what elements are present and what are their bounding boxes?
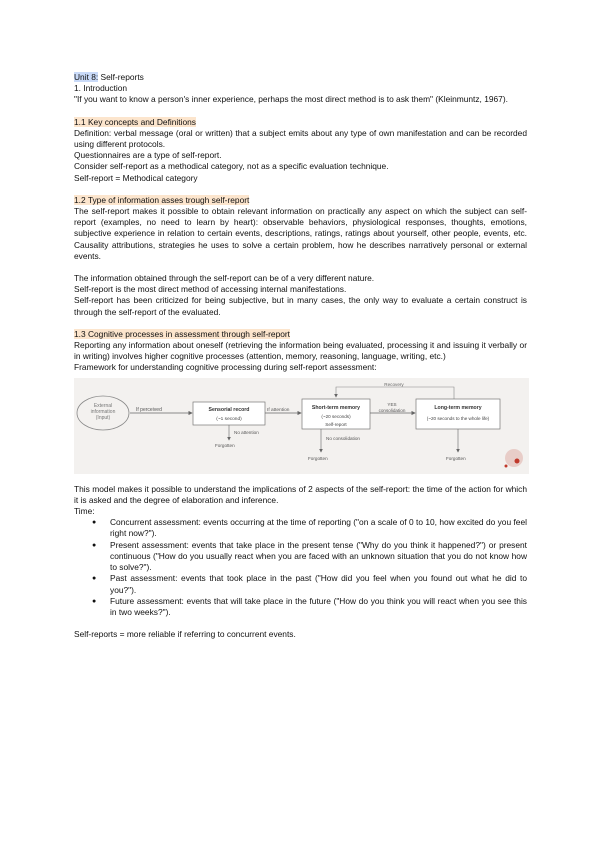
if-perceived-label: If perceived bbox=[136, 406, 162, 413]
cognitive-paragraph: Reporting any information about oneself (retrieving the information being evaluated, processing it and issuing it verbally or in writing) involves higher cognitive processes (attention, memory, reasoning, language, writing, etc.) bbox=[74, 340, 527, 362]
section-1-1-heading: 1.1 Key concepts and Definitions bbox=[74, 116, 196, 127]
memory-model-diagram bbox=[74, 378, 529, 474]
section-1-2 bbox=[74, 195, 527, 318]
section-1-2-heading: 1.2 Type of information asses trough self-report bbox=[74, 194, 250, 205]
conclusion-line: Self-reports = more reliable if referring to concurrent events. bbox=[74, 629, 296, 640]
intro-quote: "If you want to know a person's inner experience, perhaps the most direct method is to ask them" (Kleinmuntz, 1967). bbox=[74, 94, 508, 105]
bullet-concurrent: ● Concurrent assessment: events occurring at the time of reporting ("on a scale of 0 to 10, how excited do you feel right now?"). bbox=[96, 517, 527, 539]
decor-dot-red-small bbox=[505, 464, 508, 467]
forgotten-3-label: Forgotten bbox=[446, 455, 466, 461]
long-term-memory-box bbox=[416, 399, 500, 429]
unit-title bbox=[74, 72, 527, 83]
ltm-title: Long-term memory bbox=[434, 404, 482, 411]
intro-heading: 1. Introduction bbox=[74, 83, 128, 94]
questionnaires-line: Questionnaires are a type of self-report. bbox=[74, 150, 222, 161]
model-section bbox=[74, 484, 527, 641]
recovery-label: Recovery bbox=[384, 381, 404, 387]
decor-dot bbox=[505, 449, 523, 467]
section-1-1 bbox=[74, 117, 527, 184]
bullet-future: ● Future assessment: events that will take place in the future ("How do you think you will react when you see this in two weeks?"). bbox=[96, 596, 527, 618]
no-attention-label: No attention bbox=[234, 429, 259, 435]
framework-line: Framework for understanding cognitive processing during self-report assessment: bbox=[74, 362, 377, 373]
no-consolidation-label: No consolidation bbox=[326, 435, 360, 441]
yes-label: YES bbox=[387, 401, 397, 407]
criticized-paragraph: Self-report has been criticized for being subjective, but in many cases, the only way to evaluate a certain construct is through the self-report of the evaluated. bbox=[74, 295, 527, 317]
definition-paragraph: Definition: verbal message (oral or written) that a subject emits about any type of own manifestation and can be recorded using different protocols. bbox=[74, 127, 527, 150]
ltm-sub: (~20 seconds to the whole life) bbox=[426, 415, 490, 421]
bullet-present: ● Present assessment: events that take place in the present tense ("Why do you think it happened?") or present continuous ("How do you usually react when you are faced with an unknown situation that you do not know how to solve?"). bbox=[96, 540, 527, 574]
sensorial-title: Sensorial record bbox=[208, 406, 250, 413]
forgotten-2-label: Forgotten bbox=[308, 455, 328, 461]
forgotten-1-label: Forgotten bbox=[215, 442, 235, 448]
methodical-category-line: Self-report = Methodical category bbox=[74, 172, 198, 183]
methodical-line: Consider self-report as a methodical category, not as a specific evaluation technique. bbox=[74, 161, 389, 172]
section-1-3 bbox=[74, 329, 527, 374]
self-report-label: Self-report bbox=[325, 421, 347, 427]
section-1-3-heading: 1.3 Cognitive processes in assessment through self-report bbox=[74, 328, 290, 339]
external-input-text: External information (Input) bbox=[90, 402, 116, 421]
arrow-recovery bbox=[336, 387, 454, 399]
type-info-paragraph: The self-report makes it possible to obtain relevant information on practically any aspect on which the subject can self-report (examples, no need to learn by heart): observable behaviors, physiological responses, thoughts, emotions, subjective experience in relation to certain events, descriptions, ratings, ratings about yourself, other people, events, etc. Causality attributions, strategies he uses to solve a certain problem, how he describes narratively personal or external events. bbox=[74, 206, 527, 261]
stm-sub: (~20 seconds) bbox=[321, 413, 351, 419]
stm-title: Short-term memory bbox=[311, 404, 361, 411]
memory-model-svg bbox=[74, 378, 529, 474]
consolidation-label: consolidation bbox=[378, 407, 406, 413]
sensorial-sub: (~1 second) bbox=[216, 416, 242, 422]
time-label: Time: bbox=[74, 506, 95, 517]
nature-line: The information obtained through the self-report can be of a very different nature. bbox=[74, 273, 375, 284]
unit-name: Self-reports bbox=[100, 72, 144, 82]
document-page bbox=[74, 72, 527, 640]
decor-dot-red bbox=[515, 458, 520, 463]
direct-method-line: Self-report is the most direct method of accessing internal manifestations. bbox=[74, 284, 347, 295]
if-attention-label: If attention bbox=[267, 407, 290, 413]
unit-label: Unit 8: bbox=[74, 72, 99, 82]
time-bullets bbox=[74, 517, 527, 618]
bullet-past: ● Past assessment: events that took place in the past ("How did you feel when you found out what he did to you?"). bbox=[96, 573, 527, 595]
model-paragraph: This model makes it possible to understand the implications of 2 aspects of the self-report: the time of the action for which it is asked and the degree of elaboration and inference. bbox=[74, 483, 527, 505]
